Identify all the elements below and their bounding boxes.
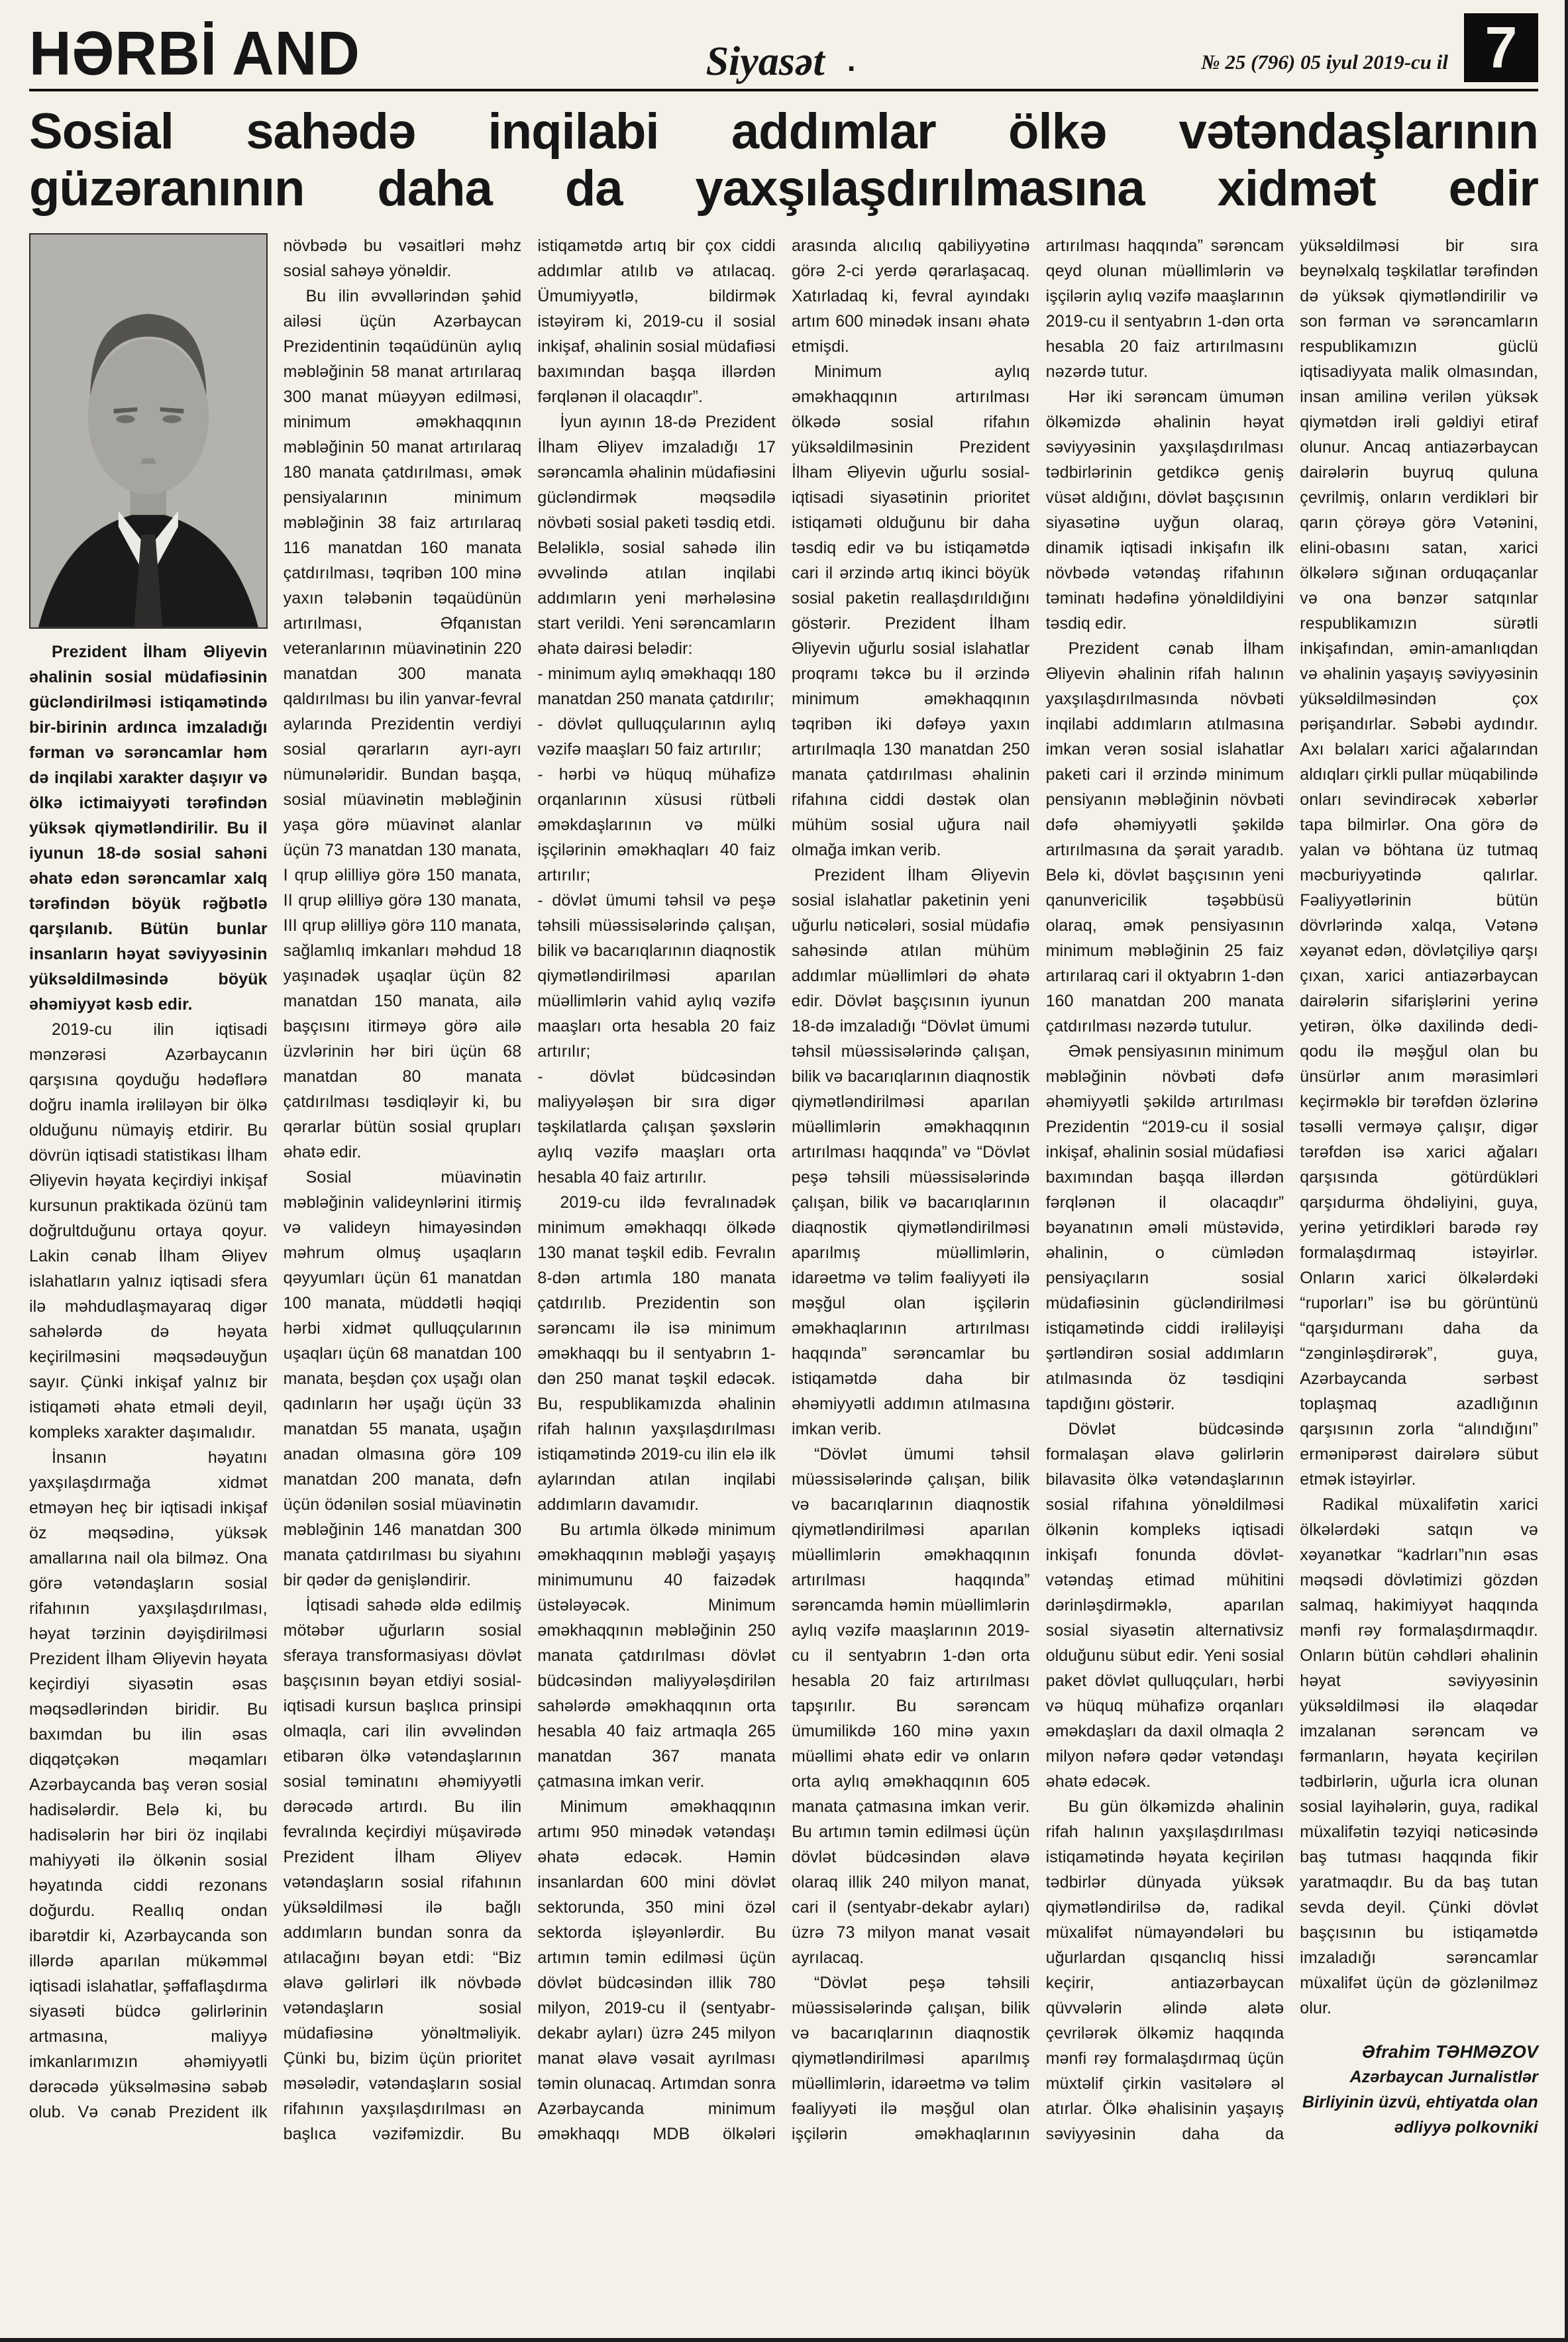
section-header	[376, 41, 1185, 82]
article-paragraph: İnsanın həyatını yaxşılaşdırmağa xidmət etməyən heç bir iqtisadi inkişaf öz məqsədinə, yüksək amallarına nail ola bilməz. Ona görə vətəndaşların sosial rifahının yaxşılaşdırılması, həyat tərzinin dəyişdirilməsi Prezident İlham Əliyevin həyata keçirdiyi siyasətin əsas məqsədlərindən biridir. Bu baxımdan bu ilin əsas diqqətçəkən məqamları Azərbaycanda baş verən sosial hadisələrdir. Belə ki, bu hadisələrin hər biri öz inqilabi mahiyyəti ilə ölkənin sosial həyatında ciddi rezonans doğurdu. Reallıq ondan ibarətdir ki, Azərbaycanda son illərdə aparılan mükəmməl iqtisadi islahatlar, şəffaflaşdırma siyasəti büdcə gəlirlərinin artmasına, maliyyə imkanlarımızın əhəmiyyətli dərəcədə yüksəlməsinə səbəb olub. Və cənab Prezident ilk növbədə bu vəsaitləri məhz sosial sahəyə yönəldir.	[29, 236, 522, 2121]
article-body	[29, 233, 1538, 2147]
article-paragraph: 2019-cu ilin iqtisadi mənzərəsi Azərbaycanın qarşısına qoyduğu hədəflərə doğru inamla irəliləyən bir ölkə olduğunu nümayiş etdirir. Bu dövrün iqtisadi statistikası İlham Əliyevin həyata keçirdiyi inkişaf kursunun praktikada özünü tam doğrultduğunu ortaya qoyur. Lakin cənab İlham Əliyev islahatların yalnız iqtisadi sfera ilə məhdudlaşmayaraq digər sahələrdə də həyata keçirilməsini məqsədəuyğun sayır. Çünki inkişaf yalnız bir istiqaməti əhatə etməli deyil, kompleks xarakter daşımalıdır.	[29, 1020, 268, 1442]
article-paragraph: 2019-cu ildə fevralınadək minimum əməkhaqqı ölkədə 130 manat təşkil edib. Fevralın 8-dən artımla 180 manata çatdırılıb. Prezidentin son sərəncamı ilə isə minimum əməkhaqqı bu il sentyabrın 1-dən 250 manat təşkil edəcək. Bu, respublikamızda əhalinin rifah halının yaxşılaşdırılması istiqamətində 2019-cu ilin elə ilk aylarından atılan inqilabi addımların davamıdır.	[537, 1193, 776, 1514]
section-title: Siyasət	[706, 39, 825, 84]
article-paragraph: Bu gün ölkəmizdə əhalinin rifah halının yaxşılaşdırılması istiqamətində həyata keçirilən tədbirlər dünyada yüksək qiymətləndirilsə də, radikal müxalifət nümayəndələri bu uğurlardan qısqanclıq hissi keçirir, antiazərbaycan qüvvələrin əlində alətə çevrilərək ölkəmiz haqqında mənfi rəy formalaşdırmaq üçün müxtəlif çirkin vasitələrə əl atırlar. Ölkə əhalisinin yaşayış səviyyəsinin daha da yüksəldilməsi bir sıra beynəlxalq təşkilatlar tərəfindən də yüksək qiymətləndirilir və son fərman və sərəncamların respublikamızın güclü iqtisadiyyata malik olmasından, insan amilinə verilən yüksək qiymətdən irəli gəldiyi etiraf olunur. Ancaq antiazərbaycan dairələrin buyruq quluna çevrilmiş, onların verdikləri bir qarın çörəyə görə Vətənini, elini-obasını satan, xarici ölkələrə sığınan orduqaçanlar və ona bənzər satqınlar respublikamızın sürətli inkişafından, əmin-amanlıqdan və əhalinin yaşayış səviyyəsinin yüksəldilməsindən çox pərişandırlar. Səbəbi aydındır. Axı bəlaları xarici ağalarından aldıqları çirkli pullar müqabilində onları sevindirəcək xəbərlər tapa bilmirlər. Ona görə də yalan və böhtana üz tutmaq məcburiyyətində qalırlar. Fəaliyyətlərinin bütün dövrlərində xalqa, Vətənə xəyanət edən, dövlətçiliyə qarşı çıxan, xarici antiazərbaycan dairələrin sifarişlərini yerinə yetirən, ölkə daxilində dedi-qodu ilə məşğul olan bu ünsürlər anım mərasimləri keçirməklə bir tərəfdən özlərinə təsəlli verməyə çalışır, digər tərəfdən isə xarici ağaları qarşısında götürdükləri qarşıdurma öhdəliyini, guya, yerinə yetirdikləri barədə rəy formalaşdırmaq istəyirlər. Onların xarici ölkələrdəki “ruporları” isə bu görüntünü “qarşıdurmanı daha da “zənginləşdirərək”, guya, Azərbaycanda sərbəst toplaşmaq azadlığının qarşısının zorla “alındığını” ermənipərəst dairələrə sübut etmək istəyirlər.	[1045, 236, 1538, 2143]
masthead	[29, 12, 1538, 91]
article-paragraph: Minimum aylıq əməkhaqqının artırılması ölkədə sosial rifahın yüksəldilməsinin Prezident İlham Əliyevin uğurlu sosial-iqtisadi siyasətinin prioritet istiqaməti olduğunu bir daha təsdiq edir və bu istiqamətdə cari il ərzində artıq ikinci böyük sosial paketin reallaşdırıldığını göstərir. Prezident İlham Əliyevin uğurlu sosial islahatlar proqramı təkcə bu il ərzində minimum əməkhaqqının təqribən iki dəfəyə yaxın artırılmaqla 130 manatdan 250 manata çatdırılması əhalinin rifahına ciddi dəstək olan mühüm sosial uğura nail olmağa imkan verib.	[791, 362, 1030, 859]
article-paragraph: Prezident cənab İlham Əliyevin əhalinin rifah halının yaxşılaşdırılmasında növbəti inqilabi addımların atılmasına imkan verən sosial islahatlar paketi cari il ərzində minimum pensiyanın məbləğinin növbəti dəfə əhəmiyyətli şəkildə artırılmasına da şərait yaradıb. Belə ki, dövlət başçısının yeni qanunvericilik təşəbbüsü olaraq, əmək pensiyasının minimum məbləğinin 25 faiz artırılaraq cari il oktyabrın 1-dən 160 manatdan 200 manata çatdırılması nəzərdə tutulur.	[1045, 639, 1284, 1036]
decree-list-item: - hərbi və hüquq mühafizə orqanlarının xüsusi rütbəli əməkdaşlarının və mülki işçilərinin əməkhaqları 40 faiz artırılır;	[537, 765, 776, 884]
decree-list-item: - dövlət büdcəsindən maliyyələşən bir sıra digər təşkilatlarda çalışan şəxslərin aylıq vəzifə maaşları orta hesabla 40 faiz artırılır.	[537, 1067, 776, 1187]
page-number: 7	[1464, 13, 1538, 82]
decree-list-item: - minimum aylıq əməkhaqqı 180 manatdan 250 manata çatdırılır;	[537, 664, 776, 708]
decree-list-item: - dövlət ümumi təhsil və peşə təhsili müəssisələrində çalışan, bilik və bacarıqlarının diaqnostik qiymətləndirilməsi aparılan müəllimlərin vahid aylıq vəzifə maaşları orta hesabla 20 faiz artırılır;	[537, 890, 776, 1061]
photo-caption: Prezident İlham Əliyevin əhalinin sosial müdafiəsinin gücləndirilməsi istiqamətində bir-birinin ardınca imzaladığı fərman və sərəncamlar həm də inqilabi xarakter daşıyır və ölkə ictimaiyyəti tərəfindən yüksək qiymətləndirilir. Bu il iyunun 18-də sosial sahəni əhatə edən sərəncamlar xalq tərəfindən böyük rəğbətlə qarşılanıb. Bütün bunlar insanların həyat səviyyəsinin yüksəldilməsində böyük əhəmiyyət kəsb edir.	[29, 642, 268, 1014]
article-paragraph: Dövlət büdcəsində formalaşan əlavə gəlirlərin bilavasitə ölkə vətəndaşlarının sosial rifahına yönəldilməsi ölkənin kompleks iqtisadi inkişafı fonunda dövlət-vətəndaş etimad mühitini dərinləşdirməklə, aparılan sosial siyasətin alternativsiz olduğunu sübut edir. Yeni sosial paket dövlət qulluqçuları, hərbi və hüquq mühafizə orqanları əməkdaşları da daxil olmaqla 2 milyon nəfərə qədər vətəndaşı əhatə edəcək.	[1045, 1419, 1284, 1791]
article-paragraph: Əmək pensiyasının minimum məbləğinin növbəti dəfə əhəmiyyətli şəkildə artırılması Prezidentin “2019-cu il sosial inkişaf, əhalinin sosial müdafiəsi baxımından başqa illərdən fərqlənən il olacaqdır” bəyanatının əməli müstəvidə, əhalinin, o cümlədən pensiyaçıların sosial müdafiəsinin gücləndirilməsi istiqamətində ciddi irəliləyişi şərtləndirən sosial addımların atılmasında öz təsdiqini tapdığını göstərir.	[1045, 1041, 1284, 1413]
article-paragraph: İyun ayının 18-də Prezident İlham Əliyev imzaladığı 17 sərəncamla əhalinin müdafiəsini gücləndirmək məqsədilə növbəti sosial paketi təsdiq etdi. Beləliklə, sosial sahədə ilin əvvəlində atılan inqilabi addımların yeni mərhələsinə start verildi. Yeni sərəncamların əhatə dairəsi belədir:	[537, 412, 776, 658]
article-paragraph: Minimum əməkhaqqının artımı 950 minədək vətəndaşı əhatə edəcək. Həmin insanlardan 600 mini dövlət sektorunda, 350 mini özəl sektorda işləyənlərdir. Bu artımın təmin edilməsi üçün dövlət büdcəsindən illik 780 milyon, 2019-cu il (sentyabr-dekabr ayları) üzrə 245 milyon manat əlavə vəsait ayrılması təmin olunacaq. Artımdan sonra Azərbaycanda minimum əməkhaqqı MDB ölkələri arasında alıcılıq qabiliyyətinə görə 2-ci yerdə qərarlaşacaq. Xatırladaq ki, fevral ayındakı artım 600 minədək insanı əhatə etmişdi.	[537, 236, 1030, 2143]
signature-role: Azərbaycan Jurnalistlər Birliyinin üzvü, ehtiyatda olan ədliyyə polkovniki	[1302, 2067, 1538, 2137]
president-photo	[29, 233, 268, 629]
article-paragraph: Hər iki sərəncam ümumən ölkəmizdə əhalinin həyat səviyyəsinin yaxşılaşdırılması tədbirlərinin getdikcə geniş vüsət aldığını, dövlət başçısının siyasətinə uyğun olaraq, dinamik iqtisadi inkişafın ilk növbədə vətəndaş rifahının təminatı hədəfinə yönəldildiyini təsdiq edir.	[1045, 387, 1284, 633]
article-paragraph: “Dövlət peşə təhsili müəssisələrində çalışan, bilik və bacarıqlarının diaqnostik qiymətləndirilməsi aparılmış müəllimlərin, idarəetmə və təlim fəaliyyəti ilə məşğul olan işçilərin əməkhaqlarının artırılması haqqında” sərəncam qeyd olunan müəllimlərin və işçilərin aylıq vəzifə maaşlarının 2019-cu il sentyabrın 1-dən orta hesabla 20 faiz artırılmasını nəzərdə tutur.	[791, 236, 1284, 2143]
signature-author: Əfrahim TƏHMƏZOV	[1361, 2041, 1538, 2062]
section-dot: .	[847, 43, 856, 78]
decree-list-item: - dövlət qulluqçularının aylıq vəzifə maaşları 50 faiz artırılır;	[537, 714, 776, 759]
article-paragraph: Sosial müavinətin məbləğinin valideynlərini itirmiş və valideyn himayəsindən məhrum olmuş uşaqların qəyyumları üçün 61 manatdan 100 manata, müddətli həqiqi hərbi xidmət qulluqçularının uşaqları üçün 68 manatdan 100 manata, beşdən çox uşağı olan qadınların hər uşağı üçün 33 manatdan 55 manata, uşağın anadan olmasına görə 109 manatdan 200 manata, dəfn üçün ödənilən sosial müavinətin məbləğinin 146 manatdan 300 manata çatdırılması bu siyahını bir qədər də genişləndirir.	[283, 1167, 522, 1589]
article-paragraph: Bu ilin əvvəllərindən şəhid ailəsi üçün Azərbaycan Prezidentinin təqaüdünün aylıq məbləğinin 58 manat artırılaraq 300 manat müəyyən edilməsi, minimum əməkhaqqının məbləğinin 50 manat artırılaraq 180 manata çatdırılması, əmək pensiyalarının minimum məbləğinin 38 faiz artırılaraq 116 manatdan 160 manata çatdırılması, təqribən 100 minə yaxın tələbənin təqaüdünün artırılması, Əfqanıstan veteranlarının müavinətinin 220 manatdan 300 manata qaldırılması bu ilin yanvar-fevral aylarında Prezidentin verdiyi sosial qərarların ayrı-ayrı nümunələridir. Bundan başqa, sosial müavinətin məbləğinin yaşa görə müavinət alanlar üçün 73 manatdan 130 manata, I qrup əlilliyə görə 150 manata, II qrup əlilliyə görə 130 manata, III qrup əlilliyə görə 110 manata, sağlamlıq imkanları məhdud 18 yaşınadək uşaqlar üçün 82 manatdan 150 manata, ailə başçısını itirməyə görə ailə üzvlərinin hər biri üçün 68 manatdan 80 manata çatdırılması təsdiqləyir ki, bu qərarlar bütün sosial qrupları əhatə edir.	[283, 286, 522, 1161]
newspaper-name: HƏRBİ AND	[29, 18, 360, 88]
issue-info: № 25 (796) 05 iyul 2019-cu il	[1201, 50, 1448, 74]
headline: Sosial sahədə inqilabi addımlar ölkə vətəndaşlarının güzəranının daha da yaxşılaşdırılmasına xidmət edir	[29, 103, 1538, 217]
president-portrait-illustration	[29, 233, 268, 629]
article-paragraph: Bu artımla ölkədə minimum əməkhaqqının məbləği yaşayış minimumunu 40 faizədək üstələyəcək. Minimum əməkhaqqının məbləğinin 250 manata çatdırılması dövlət büdcəsindən maliyyələşdirilən sahələrdə əməkhaqqının orta hesabla 40 faiz artmaqla 265 manatdan 367 manata çatmasına imkan verir.	[537, 1520, 776, 1791]
article-paragraph: “Dövlət ümumi təhsil müəssisələrində çalışan, bilik və bacarıqlarının diaqnostik qiymətləndirilməsi aparılan müəllimlərin əməkhaqqının artırılması haqqında” sərəncamda həmin müəllimlərin aylıq vəzifə maaşlarının 2019-cu il sentyabrın 1-dən orta hesabla 20 faiz artırılması tapşırılır. Bu sərəncam ümumilikdə 160 minə yaxın müəllimi əhatə edir və onların orta aylıq əməkhaqqının 605 manata çatmasına imkan verir. Bu artımın təmin edilməsi üçün dövlət büdcəsindən əlavə olaraq illik 240 milyon manat, cari il (sentyabr-dekabr ayları) üzrə 73 milyon manat vəsait ayrılacaq.	[791, 1444, 1030, 1967]
article-signature	[1300, 2039, 1538, 2140]
article-paragraph: İqtisadi sahədə əldə edilmiş mötəbər uğurların sosial sferaya transformasiyası dövlət başçısının bəyan etdiyi sosial-iqtisadi kursun başlıca prinsipi olmaqla, cari ilin əvvəlindən etibarən ölkə vətəndaşlarının sosial təminatını əhəmiyyətli dərəcədə artırdı. Bu ilin fevralında keçirdiyi müşavirədə Prezident İlham Əliyev vətəndaşların sosial rifahının yüksəldilməsi ilə bağlı addımların bundan sonra da atılacağını bəyan etdi: “Biz əlavə gəlirləri ilk növbədə vətəndaşların sosial müdafiəsinə yönəltməliyik. Çünki bu, bizim üçün prioritet məsələdir, vətəndaşların sosial rifahının yaxşılaşdırılması ən başlıca vəzifəmizdir. Bu istiqamətdə artıq bir çox ciddi addımlar atılıb və atılacaq. Ümumiyyətlə, bildirmək istəyirəm ki, 2019-cu il sosial inkişaf, əhalinin sosial müdafiəsi baxımından başqa illərdən fərqlənən il olacaqdır”.	[283, 236, 776, 2143]
article-paragraph: Radikal müxalifətin xarici ölkələrdəki satqın və xəyanətkar “kadrları”nın əsas məqsədi dövlətimizi gözdən salmaq, hakimiyyət haqqında mənfi rəy formalaşdırmaqdır. Onların bütün cəhdləri əhalinin həyat səviyyəsinin yüksəldilməsi ilə əlaqədar imzalanan sərəncam və fərmanların, həyata keçirilən tədbirlərin, uğurla icra olunan sosial layihələrin, guya, radikal müxalifətin təzyiqi nəticəsində baş tutması haqqında fikir yaratmaqdır. Bu da baş tutan sevda deyil. Çünki dövlət başçısının bu istiqamətdə imzaladığı sərəncamlar müxalifət üçün də gözlənilməz olur.	[1300, 1495, 1538, 2017]
article-paragraph: Prezident İlham Əliyevin sosial islahatlar paketinin yeni uğurlu nəticələri, sosial müdafiə sahəsində atılan mühüm addımlar müəllimləri də əhatə edir. Dövlət başçısının iyunun 18-də imzaladığı “Dövlət ümumi təhsil müəssisələrində çalışan, bilik və bacarıqlarının diaqnostik qiymətləndirilməsi aparılan müəllimlərin əməkhaqqının artırılması haqqında” və “Dövlət peşə təhsili müəssisələrində çalışan, bilik və bacarıqlarının diaqnostik qiymətləndirilməsi aparılmış müəllimlərin, idarəetmə və təlim fəaliyyəti ilə məşğul olan işçilərin əməkhaqlarının artırılması haqqında” sərəncamlar bu istiqamətdə daha bir əhəmiyyətli addımın atılmasına imkan verib.	[791, 865, 1030, 1438]
